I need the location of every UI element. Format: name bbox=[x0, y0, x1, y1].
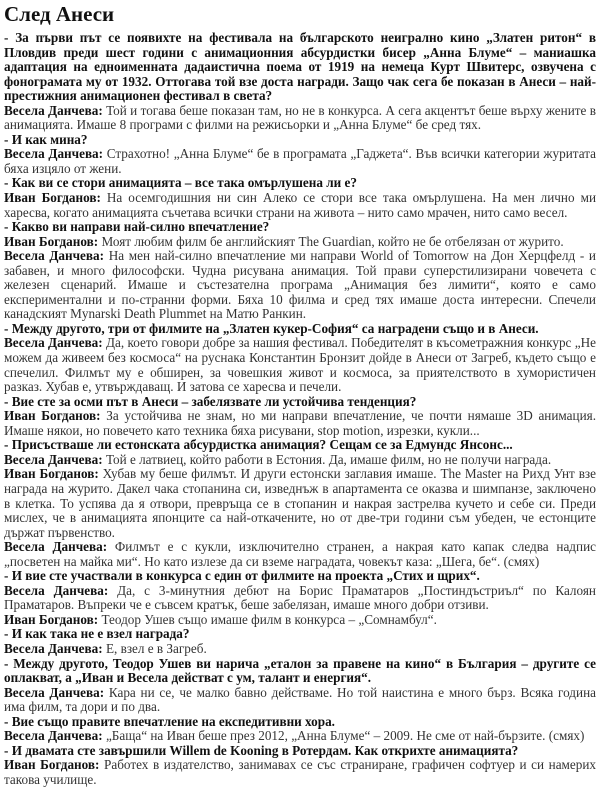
answer-text: „Баща“ на Иван беше през 2012, „Анна Блуме“ – 2009. Не сме от най-бързите. (смях) bbox=[102, 728, 585, 744]
speaker-name: Весела Данчева: bbox=[4, 248, 105, 264]
speaker-name: Весела Данчева: bbox=[4, 684, 105, 700]
answer-text: На мен най-силно впечатление ми направи World of Tomorrow на Дон Херцфелд - и забавен, и много философски. Чудна рисувана анимация. Той прави суперстилизирани човечета с железен сценарий. Имаше и състезателна програма „Анимация без лимити“, която е само експериментални и по-странни форми. Бяха 10 филма и сред тях имаше доста интересни. Спечели канадският Mynarski Death Plummet на Матю Ранкин. bbox=[4, 248, 596, 322]
speaker-name: Иван Богданов: bbox=[4, 190, 101, 206]
speaker-name: Весела Данчева: bbox=[4, 539, 108, 555]
interview-question bbox=[4, 322, 596, 337]
answer-text: Хубав му беше филмът. И други естонски заглавия имаше. The Master на Рихд Унт взе награда на журито. Дакел чака стопанина си, изведнъж в апартамента се оказва и шимпанзе, заключено в клетка. То успява да я отвори, превръща се в стопанин и накрая застрелва кучето и себе си. Преди мислех, че в анимацията японците са най-откачените, но от две-три години съм убеден, че естонците държат първенство. bbox=[4, 466, 596, 540]
interview-question bbox=[4, 31, 596, 104]
question-text: - Вие също правите впечатление на експедитивни хора. bbox=[4, 713, 335, 729]
speaker-name: Иван Богданов: bbox=[4, 466, 99, 482]
answer-text: Страхотно! „Анна Блуме“ бе в програмата „Гаджета“. Във всички категории журитата бяха изцяло от жени. bbox=[4, 146, 596, 176]
answer-text: Кара ни се, че малко бавно действаме. Но той наистина е много бърз. Всяка година има филм, та дори и по два. bbox=[4, 684, 596, 715]
answer-text: Да, което говори добре за нашия фестивал. Победителят в късометражния конкурс „Не можем да живеем без космоса“ на руснака Константин Бронзит дойде в Анеси от Загреб, където също е спечелил. Филмът му е обширен, за човешкия живот и космоса, за приятелството в хумористичен разказ. Хубав е, утвърждаващ. И затова се харесва и печели. bbox=[4, 335, 596, 395]
interview-answer bbox=[4, 642, 596, 657]
speaker-name: Весела Данчева: bbox=[4, 728, 103, 744]
interview-question bbox=[4, 627, 596, 642]
answer-text: Работех в издателство, занимавах се със страниране, графичен софтуер и си намерих такова училище. bbox=[4, 757, 596, 787]
interview-answer bbox=[4, 249, 596, 322]
speaker-name: Весела Данчева: bbox=[4, 146, 104, 162]
interview-question bbox=[4, 220, 596, 235]
speaker-name: Иван Богданов: bbox=[4, 233, 99, 249]
interview-question bbox=[4, 657, 596, 686]
interview-question bbox=[4, 133, 596, 148]
interview-answer bbox=[4, 467, 596, 540]
interview-answer bbox=[4, 191, 596, 220]
answer-text: Филмът е с кукли, изключително странен, а накрая като капак следва надпис „посветен на майка ми“. Но като излезе да си вземе наградата, човекът каза: „Шега, бе“. (смях) bbox=[4, 539, 596, 569]
speaker-name: Весела Данчева: bbox=[4, 335, 103, 351]
answer-text: Той и тогава беше показан там, но не в конкурса. А сега акцентът беше върху жените в анимацията. Имаше 8 програми с филми на режисьорки и „Анна Блуме“ бе сред тях. bbox=[4, 102, 596, 133]
question-text: - Между другото, три от филмите на „Златен кукер-София“ са наградени също и в Анеси. bbox=[4, 320, 539, 336]
interview-body bbox=[4, 31, 596, 787]
question-text: - Присъстваше ли естонската абсурдистка анимация? Сещам се за Едмундс Янсонс... bbox=[4, 437, 513, 453]
answer-text: За устойчива не знам, но ми направи впечатление, че почти нямаше 3D анимация. Имаше някои, но повечето като техника бяха рисувани, stop motion, изрезки, кукли... bbox=[4, 408, 597, 438]
interview-answer bbox=[4, 409, 596, 438]
question-text: - И двамата сте завършили Willem de Kooning в Ротердам. Как открихте анимацията? bbox=[4, 742, 519, 758]
answer-text: Е, взел е в Загреб. bbox=[102, 640, 207, 656]
speaker-name: Весела Данчева: bbox=[4, 582, 109, 598]
question-text: - Как ви се стори анимацията – все така омърлушена ли е? bbox=[4, 175, 357, 191]
question-text: - Между другото, Теодор Ушев ви нарича „еталон за правене на кино“ в България – другите се оплакват, а „Иван и Весела действат с ум, талант и енергия“. bbox=[4, 655, 596, 686]
article-title: След Анеси bbox=[4, 2, 115, 26]
interview-answer bbox=[4, 729, 596, 744]
interview-question bbox=[4, 438, 596, 453]
question-text: - Вие сте за осми път в Анеси – забелязвате ли устойчива тенденция? bbox=[4, 393, 417, 409]
speaker-name: Иван Богданов: bbox=[4, 611, 99, 627]
interview-question bbox=[4, 176, 596, 191]
answer-text: Теодор Ушев също имаше филм в конкурса – „Сомнамбул“. bbox=[98, 611, 437, 627]
interview-question bbox=[4, 744, 596, 759]
interview-answer bbox=[4, 336, 596, 394]
speaker-name: Иван Богданов: bbox=[4, 408, 101, 424]
question-text: - И как така не е взел награда? bbox=[4, 626, 190, 642]
interview-answer bbox=[4, 104, 596, 133]
question-text: - И как мина? bbox=[4, 131, 88, 147]
interview-question bbox=[4, 715, 596, 730]
question-text: - Какво ви направи най-силно впечатление? bbox=[4, 219, 270, 235]
interview-answer bbox=[4, 540, 596, 569]
speaker-name: Иван Богданов: bbox=[4, 757, 100, 773]
interview-answer bbox=[4, 235, 596, 250]
interview-question bbox=[4, 395, 596, 410]
speaker-name: Весела Данчева: bbox=[4, 640, 103, 656]
interview-answer bbox=[4, 147, 596, 176]
speaker-name: Весела Данчева: bbox=[4, 102, 103, 118]
answer-text: На осемгодишния ни син Алеко се стори все така омърлушена. На мен лично ми харесва, когато анимацията съчетава всички страни на живота – нито само мрачен, нито само весел. bbox=[4, 190, 596, 220]
interview-answer bbox=[4, 613, 596, 628]
interview-answer bbox=[4, 686, 596, 715]
interview-answer bbox=[4, 453, 596, 468]
interview-answer bbox=[4, 584, 596, 613]
interview-answer bbox=[4, 758, 596, 787]
speaker-name: Весела Данчева: bbox=[4, 451, 103, 467]
answer-text: Да, с 3-минутния дебют на Борис Праматаров „Постиндъстриъл“ по Калоян Праматаров. Въпреки че е съвсем кратък, беше забелязан, имаше много добри отзиви. bbox=[4, 582, 596, 613]
question-text: - И вие сте участвали в конкурса с един от филмите на проекта „Стих и щрих“. bbox=[4, 568, 480, 584]
question-text: - За първи път се появихте на фестивала на българското неигрално кино „Златен ритон“ в Пловдив преди шест години с анимационния абсурдистки бисер „Анна Блуме“ – маниашка адаптация на едноименната дадаистична поема от 1919 на немеца Курт Швитерс, озвучена с фонограмата му от 1932. Оттогава той взе доста награди. Защо чак сега бе показан в Анеси – най-престижния анимационен фестивал в света? bbox=[4, 30, 596, 104]
answer-text: Моят любим филм бе английският The Guardian, който не бе отбелязан от журито. bbox=[98, 233, 564, 249]
interview-question bbox=[4, 569, 596, 584]
answer-text: Той е латвиец, който работи в Естония. Да, имаше филм, но не получи награда. bbox=[102, 451, 552, 467]
